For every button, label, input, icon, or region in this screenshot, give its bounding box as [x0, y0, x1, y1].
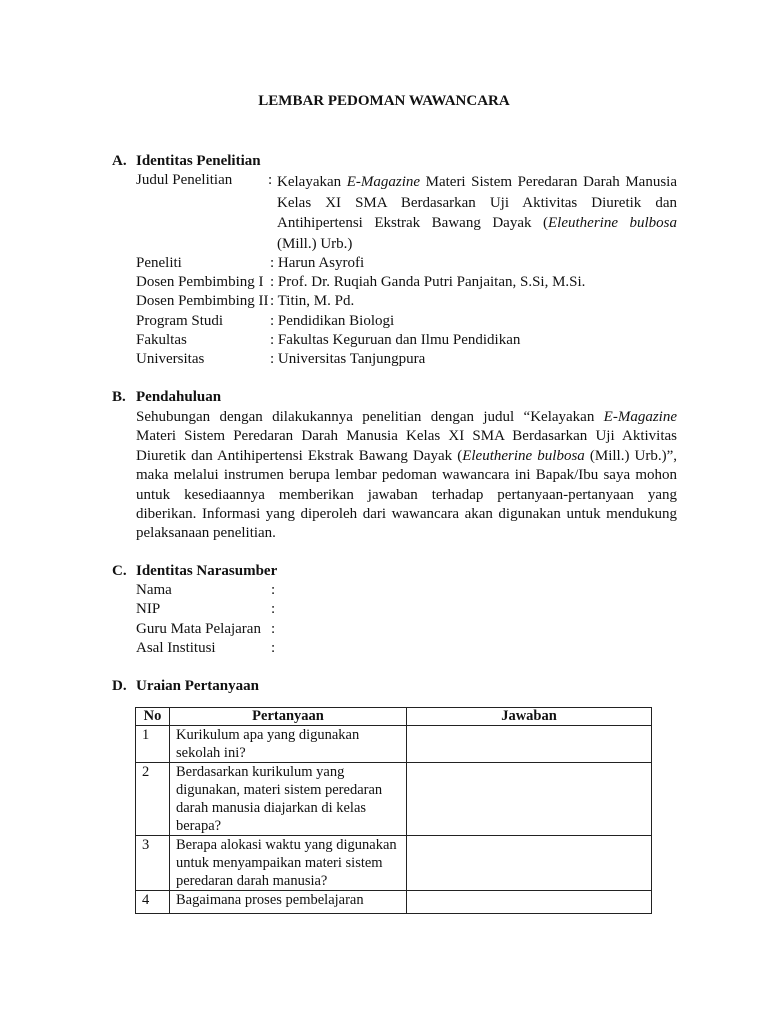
text-part: (Mill.) Urb.)”, maka melalui instrumen berupa lembar pedoman wawancara ini Bapak/Ibu saya mohon untuk kesediaannya memberikan jawaban terhadap pertanyaan-pertanyaan yang diberikan. Informasi yang diperoleh dari wawancara akan digunakan untuk mendukung pelaksanaan penelitian.: [136, 447, 677, 542]
text-part: Materi Sistem Peredaran Darah Manusia Kelas XI SMA Berdasarkan Uji Aktivitas Diuretik dan Antihipertensi Ekstrak Bawang Dayak (: [136, 428, 677, 464]
judul-label: Judul Penelitian: [136, 172, 233, 188]
row-question: Berdasarkan kurikulum yang digunakan, materi sistem peredaran darah manusia diajarkan di kelas berapa?: [170, 763, 407, 836]
field-value: : Prof. Dr. Ruqiah Ganda Putri Panjaitan, S.Si, M.Si.: [270, 274, 586, 290]
field-label: Program Studi: [136, 313, 224, 329]
row-question: Bagaimana proses pembelajaran: [170, 891, 407, 914]
colon: :: [271, 601, 276, 617]
table-row: [136, 726, 652, 763]
col-header-question: Pertanyaan: [170, 708, 407, 726]
italic-term: E-Magazine: [346, 174, 421, 190]
section-letter: B.: [112, 389, 126, 405]
section-letter: D.: [112, 678, 127, 694]
section-letter: C.: [112, 563, 127, 579]
field-label: Fakultas: [136, 332, 187, 348]
colon: :: [271, 640, 276, 656]
narasumber-label: Guru Mata Pelajaran: [136, 621, 261, 637]
table-row: [136, 763, 652, 836]
section-title: Identitas Narasumber: [136, 563, 278, 579]
intro-paragraph: [136, 408, 677, 544]
field-value: : Titin, M. Pd.: [270, 293, 355, 309]
text-part: Materi Sistem Peredaran Darah Manusia Kelas XI SMA Berdasarkan Uji Aktivitas Diuretik dan Antihipertensi Ekstrak Bawang Dayak (: [277, 174, 677, 232]
table-header-row: [136, 708, 652, 726]
section-letter: A.: [112, 153, 127, 169]
colon: :: [271, 582, 276, 598]
table-row: [136, 836, 652, 891]
field-value: : Pendidikan Biologi: [270, 313, 395, 329]
section-title: Pendahuluan: [136, 389, 222, 405]
row-question: Berapa alokasi waktu yang digunakan untuk menyampaikan materi sistem peredaran darah manusia?: [170, 836, 407, 891]
field-label: Peneliti: [136, 255, 182, 271]
row-number: 4: [136, 891, 170, 914]
section-b-heading: [112, 389, 221, 406]
col-header-no: No: [136, 708, 170, 726]
row-number: 3: [136, 836, 170, 891]
section-c-heading: [112, 563, 277, 580]
table-row: [136, 891, 652, 914]
field-label: Universitas: [136, 351, 205, 367]
text-part: Kelayakan: [277, 174, 347, 190]
text-part: Sehubungan dengan dilakukannya penelitian dengan judul “Kelayakan: [136, 409, 604, 425]
row-question: Kurikulum apa yang digunakan sekolah ini?: [170, 726, 407, 763]
italic-term: Eleutherine bulbosa: [462, 447, 585, 464]
italic-term: E-Magazine: [603, 409, 677, 425]
row-answer-cell[interactable]: [407, 836, 652, 891]
section-title: Uraian Pertanyaan: [136, 678, 259, 694]
section-title: Identitas Penelitian: [136, 153, 261, 169]
narasumber-label: Nama: [136, 582, 172, 598]
row-answer-cell[interactable]: [407, 891, 652, 914]
section-d-heading: [112, 678, 259, 695]
row-number: 2: [136, 763, 170, 836]
narasumber-label: Asal Institusi: [136, 640, 216, 656]
field-value: : Fakultas Keguruan dan Ilmu Pendidikan: [270, 332, 521, 348]
section-a-heading: [112, 153, 261, 170]
field-value: : Harun Asyrofi: [270, 255, 365, 271]
colon: :: [268, 172, 273, 188]
field-label: Dosen Pembimbing I: [136, 274, 264, 290]
colon: :: [271, 621, 276, 637]
question-table: [135, 707, 652, 914]
page-title: LEMBAR PEDOMAN WAWANCARA: [258, 93, 510, 109]
col-header-answer: Jawaban: [407, 708, 652, 726]
judul-value: [277, 172, 677, 254]
row-answer-cell[interactable]: [407, 763, 652, 836]
italic-term: Eleutherine bulbosa: [548, 215, 677, 232]
field-value: : Universitas Tanjungpura: [270, 351, 426, 367]
row-answer-cell[interactable]: [407, 726, 652, 763]
field-label: Dosen Pembimbing II: [136, 293, 269, 309]
text-part: (Mill.) Urb.): [277, 235, 353, 252]
row-number: 1: [136, 726, 170, 763]
narasumber-label: NIP: [136, 601, 161, 617]
